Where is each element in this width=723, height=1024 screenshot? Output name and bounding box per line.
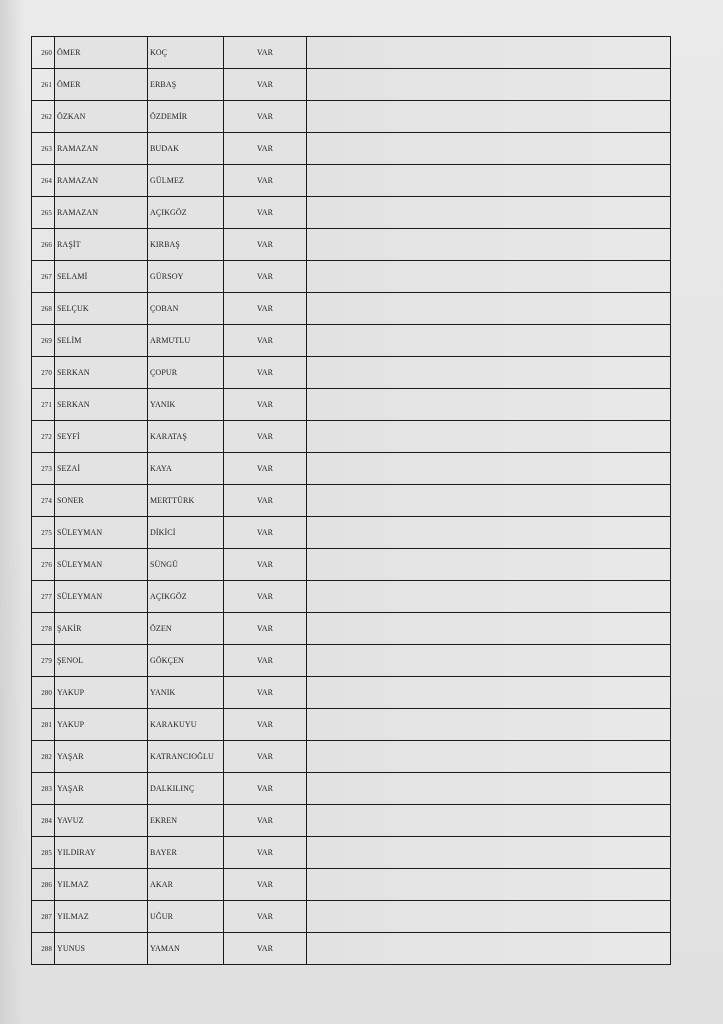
last-name-cell: YANIK xyxy=(148,677,224,709)
note-cell xyxy=(307,773,671,805)
last-name-cell: DALKILINÇ xyxy=(148,773,224,805)
first-name-cell: SERKAN xyxy=(55,389,148,421)
first-name-cell: RAMAZAN xyxy=(55,165,148,197)
note-cell xyxy=(307,165,671,197)
row-number: 276 xyxy=(32,549,55,581)
note-cell xyxy=(307,37,671,69)
first-name-cell: SEZAİ xyxy=(55,453,148,485)
note-cell xyxy=(307,645,671,677)
note-cell xyxy=(307,485,671,517)
table-row xyxy=(32,197,671,229)
first-name-cell: YUNUS xyxy=(55,933,148,965)
row-number: 275 xyxy=(32,517,55,549)
row-number: 267 xyxy=(32,261,55,293)
note-cell xyxy=(307,837,671,869)
last-name-cell: ÖZDEMİR xyxy=(148,101,224,133)
table-row xyxy=(32,677,671,709)
status-cell: VAR xyxy=(224,453,307,485)
table-row xyxy=(32,869,671,901)
note-cell xyxy=(307,293,671,325)
note-cell xyxy=(307,101,671,133)
table-row xyxy=(32,613,671,645)
last-name-cell: AKAR xyxy=(148,869,224,901)
table-row xyxy=(32,805,671,837)
note-cell xyxy=(307,901,671,933)
row-number: 260 xyxy=(32,37,55,69)
roster-table-body xyxy=(32,37,671,965)
last-name-cell: BAYER xyxy=(148,837,224,869)
table-row xyxy=(32,133,671,165)
first-name-cell: SONER xyxy=(55,485,148,517)
first-name-cell: SERKAN xyxy=(55,357,148,389)
status-cell: VAR xyxy=(224,581,307,613)
status-cell: VAR xyxy=(224,229,307,261)
note-cell xyxy=(307,549,671,581)
first-name-cell: YILMAZ xyxy=(55,869,148,901)
last-name-cell: ÇOPUR xyxy=(148,357,224,389)
row-number: 281 xyxy=(32,709,55,741)
first-name-cell: SELÇUK xyxy=(55,293,148,325)
row-number: 286 xyxy=(32,869,55,901)
table-row xyxy=(32,517,671,549)
first-name-cell: YAVUZ xyxy=(55,805,148,837)
status-cell: VAR xyxy=(224,741,307,773)
note-cell xyxy=(307,517,671,549)
table-row xyxy=(32,357,671,389)
table-row xyxy=(32,901,671,933)
first-name-cell: RAMAZAN xyxy=(55,197,148,229)
first-name-cell: YAKUP xyxy=(55,709,148,741)
note-cell xyxy=(307,741,671,773)
last-name-cell: GÜLMEZ xyxy=(148,165,224,197)
note-cell xyxy=(307,357,671,389)
note-cell xyxy=(307,709,671,741)
table-row xyxy=(32,453,671,485)
status-cell: VAR xyxy=(224,837,307,869)
first-name-cell: YAŞAR xyxy=(55,741,148,773)
row-number: 284 xyxy=(32,805,55,837)
last-name-cell: GÜRSOY xyxy=(148,261,224,293)
table-row xyxy=(32,485,671,517)
status-cell: VAR xyxy=(224,901,307,933)
table-row xyxy=(32,261,671,293)
status-cell: VAR xyxy=(224,357,307,389)
last-name-cell: KATRANCIOĞLU xyxy=(148,741,224,773)
status-cell: VAR xyxy=(224,133,307,165)
first-name-cell: RAŞİT xyxy=(55,229,148,261)
first-name-cell: SEYFİ xyxy=(55,421,148,453)
first-name-cell: YAŞAR xyxy=(55,773,148,805)
last-name-cell: KARAKUYU xyxy=(148,709,224,741)
last-name-cell: ARMUTLU xyxy=(148,325,224,357)
row-number: 266 xyxy=(32,229,55,261)
first-name-cell: YAKUP xyxy=(55,677,148,709)
scan-edge-shadow xyxy=(0,0,24,1024)
row-number: 265 xyxy=(32,197,55,229)
table-row xyxy=(32,741,671,773)
first-name-cell: SELAMİ xyxy=(55,261,148,293)
note-cell xyxy=(307,197,671,229)
note-cell xyxy=(307,261,671,293)
status-cell: VAR xyxy=(224,933,307,965)
note-cell xyxy=(307,933,671,965)
last-name-cell: KAYA xyxy=(148,453,224,485)
row-number: 279 xyxy=(32,645,55,677)
row-number: 272 xyxy=(32,421,55,453)
note-cell xyxy=(307,133,671,165)
status-cell: VAR xyxy=(224,773,307,805)
note-cell xyxy=(307,325,671,357)
status-cell: VAR xyxy=(224,677,307,709)
first-name-cell: SÜLEYMAN xyxy=(55,549,148,581)
table-row xyxy=(32,709,671,741)
row-number: 285 xyxy=(32,837,55,869)
note-cell xyxy=(307,69,671,101)
last-name-cell: ÖZEN xyxy=(148,613,224,645)
status-cell: VAR xyxy=(224,69,307,101)
table-row xyxy=(32,549,671,581)
row-number: 273 xyxy=(32,453,55,485)
status-cell: VAR xyxy=(224,517,307,549)
status-cell: VAR xyxy=(224,805,307,837)
table-row xyxy=(32,421,671,453)
table-row xyxy=(32,773,671,805)
status-cell: VAR xyxy=(224,261,307,293)
last-name-cell: YANIK xyxy=(148,389,224,421)
first-name-cell: ÖZKAN xyxy=(55,101,148,133)
last-name-cell: KARATAŞ xyxy=(148,421,224,453)
row-number: 270 xyxy=(32,357,55,389)
row-number: 264 xyxy=(32,165,55,197)
row-number: 263 xyxy=(32,133,55,165)
note-cell xyxy=(307,613,671,645)
note-cell xyxy=(307,677,671,709)
table-row xyxy=(32,581,671,613)
last-name-cell: DİKİCİ xyxy=(148,517,224,549)
status-cell: VAR xyxy=(224,293,307,325)
first-name-cell: SÜLEYMAN xyxy=(55,517,148,549)
table-row xyxy=(32,229,671,261)
status-cell: VAR xyxy=(224,101,307,133)
row-number: 280 xyxy=(32,677,55,709)
note-cell xyxy=(307,229,671,261)
last-name-cell: AÇIKGÖZ xyxy=(148,581,224,613)
last-name-cell: KIRBAŞ xyxy=(148,229,224,261)
status-cell: VAR xyxy=(224,645,307,677)
last-name-cell: AÇIKGÖZ xyxy=(148,197,224,229)
status-cell: VAR xyxy=(224,197,307,229)
first-name-cell: ÖMER xyxy=(55,69,148,101)
status-cell: VAR xyxy=(224,389,307,421)
last-name-cell: BUDAK xyxy=(148,133,224,165)
last-name-cell: EKREN xyxy=(148,805,224,837)
first-name-cell: SELİM xyxy=(55,325,148,357)
note-cell xyxy=(307,869,671,901)
first-name-cell: ŞENOL xyxy=(55,645,148,677)
first-name-cell: ÖMER xyxy=(55,37,148,69)
note-cell xyxy=(307,581,671,613)
row-number: 269 xyxy=(32,325,55,357)
row-number: 278 xyxy=(32,613,55,645)
table-row xyxy=(32,389,671,421)
table-row xyxy=(32,325,671,357)
row-number: 271 xyxy=(32,389,55,421)
table-row xyxy=(32,837,671,869)
status-cell: VAR xyxy=(224,421,307,453)
row-number: 282 xyxy=(32,741,55,773)
note-cell xyxy=(307,389,671,421)
row-number: 268 xyxy=(32,293,55,325)
table-row xyxy=(32,69,671,101)
first-name-cell: YILMAZ xyxy=(55,901,148,933)
last-name-cell: YAMAN xyxy=(148,933,224,965)
status-cell: VAR xyxy=(224,325,307,357)
table-row xyxy=(32,101,671,133)
last-name-cell: ÇOBAN xyxy=(148,293,224,325)
table-row xyxy=(32,933,671,965)
table-row xyxy=(32,165,671,197)
first-name-cell: YILDIRAY xyxy=(55,837,148,869)
last-name-cell: ERBAŞ xyxy=(148,69,224,101)
row-number: 262 xyxy=(32,101,55,133)
row-number: 277 xyxy=(32,581,55,613)
status-cell: VAR xyxy=(224,549,307,581)
table-row xyxy=(32,645,671,677)
note-cell xyxy=(307,421,671,453)
last-name-cell: UĞUR xyxy=(148,901,224,933)
row-number: 261 xyxy=(32,69,55,101)
status-cell: VAR xyxy=(224,165,307,197)
status-cell: VAR xyxy=(224,869,307,901)
status-cell: VAR xyxy=(224,485,307,517)
status-cell: VAR xyxy=(224,613,307,645)
last-name-cell: SÜNGÜ xyxy=(148,549,224,581)
row-number: 283 xyxy=(32,773,55,805)
note-cell xyxy=(307,453,671,485)
status-cell: VAR xyxy=(224,37,307,69)
row-number: 274 xyxy=(32,485,55,517)
first-name-cell: RAMAZAN xyxy=(55,133,148,165)
table-row xyxy=(32,37,671,69)
table-row xyxy=(32,293,671,325)
row-number: 288 xyxy=(32,933,55,965)
last-name-cell: KOÇ xyxy=(148,37,224,69)
row-number: 287 xyxy=(32,901,55,933)
last-name-cell: MERTTÜRK xyxy=(148,485,224,517)
note-cell xyxy=(307,805,671,837)
status-cell: VAR xyxy=(224,709,307,741)
first-name-cell: SÜLEYMAN xyxy=(55,581,148,613)
roster-table xyxy=(31,36,671,965)
last-name-cell: GÖKÇEN xyxy=(148,645,224,677)
first-name-cell: ŞAKİR xyxy=(55,613,148,645)
